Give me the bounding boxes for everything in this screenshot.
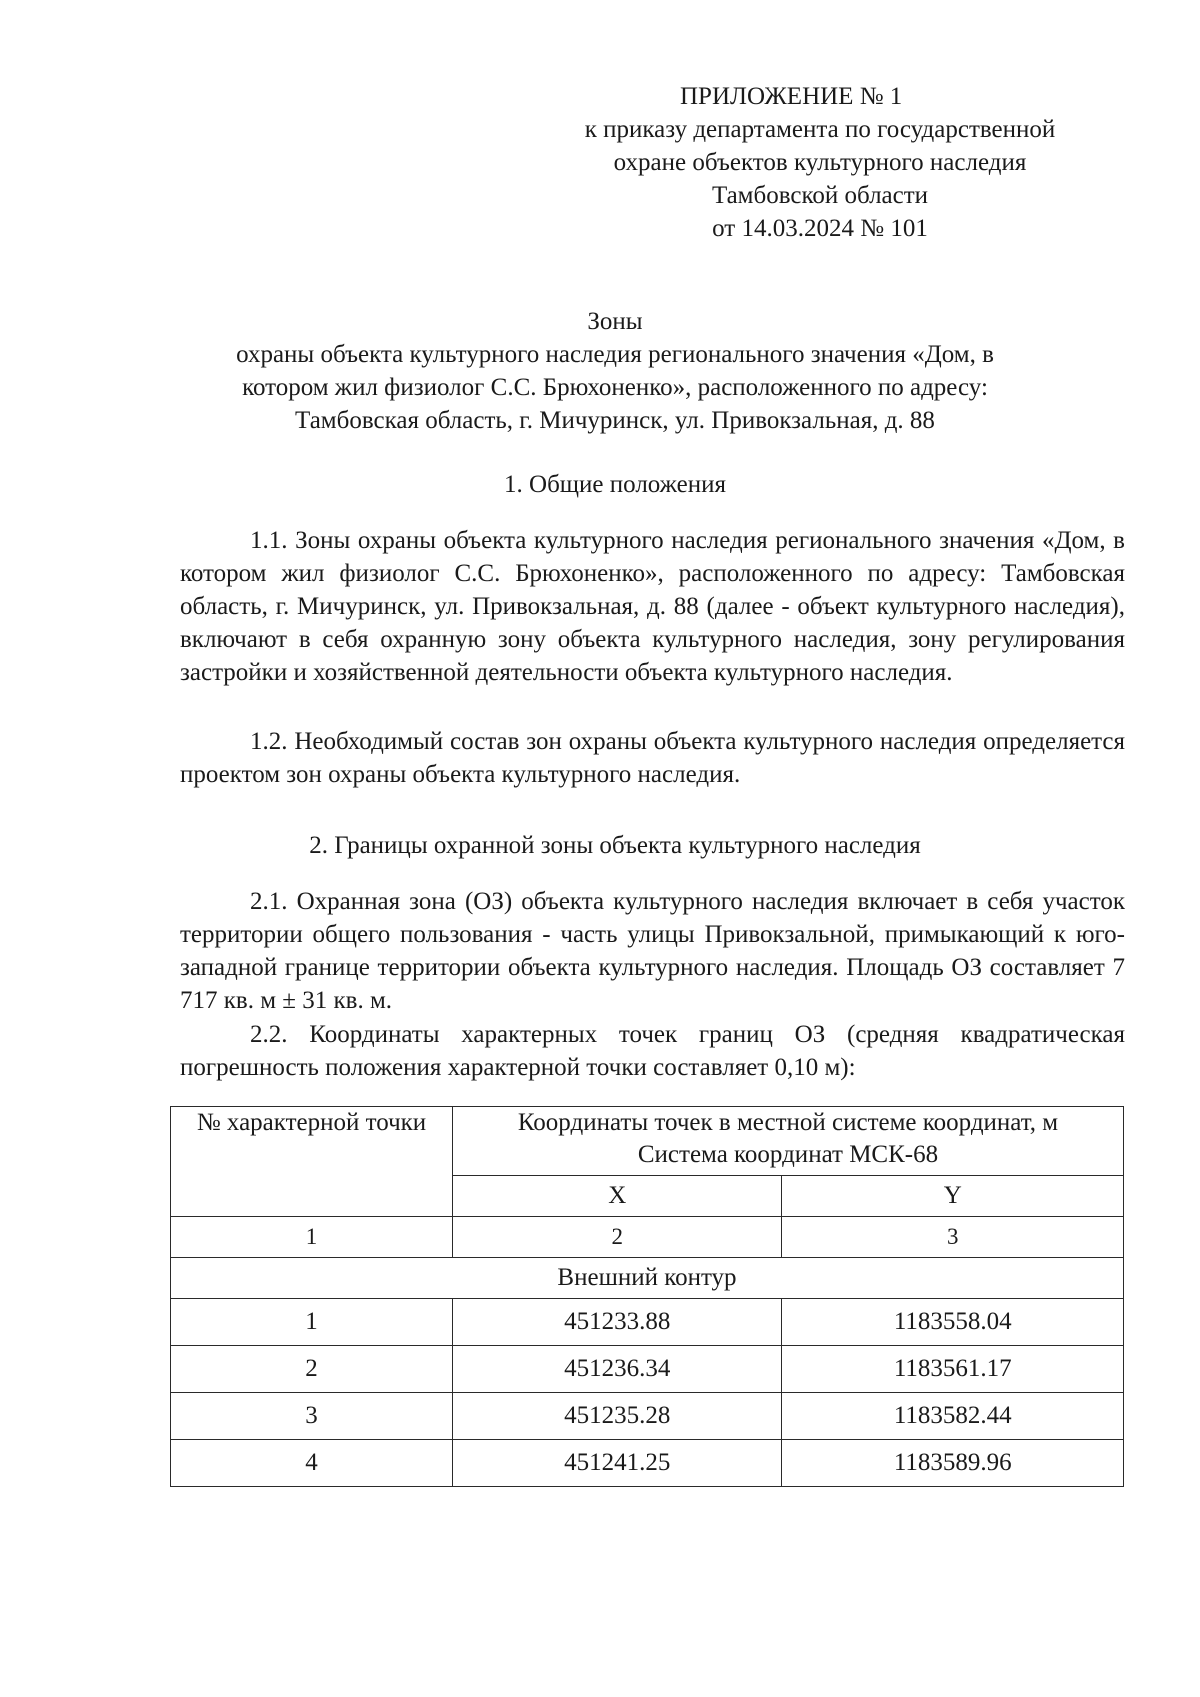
- appendix-line: к приказу департамента по государственной: [584, 116, 1056, 143]
- coordinate-y: 1183561.17: [782, 1346, 1124, 1393]
- appendix-title: ПРИЛОЖЕНИЕ № 1: [680, 83, 903, 110]
- appendix-line: охране объектов культурного наследия: [613, 149, 1027, 176]
- table-row: [171, 1393, 1124, 1440]
- column-number: 3: [782, 1217, 1124, 1258]
- point-number: 4: [171, 1440, 453, 1487]
- document-title: [170, 305, 1060, 437]
- appendix-header: [560, 80, 1080, 245]
- coordinate-x: 451235.28: [452, 1393, 782, 1440]
- paragraph-2-1: 2.1. Охранная зона (ОЗ) объекта культурного наследия включает в себя участок территории общего пользования - часть улицы Привокзальной, примыкающий к юго-западной границе территории объекта культурного наследия. Площадь ОЗ составляет 7 717 кв. м ± 31 кв. м.: [180, 888, 1125, 1014]
- table-row: [171, 1346, 1124, 1393]
- point-number: 2: [171, 1346, 453, 1393]
- title-line: охраны объекта культурного наследия регионального значения «Дом, в: [236, 341, 994, 368]
- paragraph-1-1: 1.1. Зоны охраны объекта культурного наследия регионального значения «Дом, в котором жил физиолог С.С. Брюхоненко», расположенного по адресу: Тамбовская область, г. Мичуринск, ул. Привокзальная, д. 88 (далее - объект культурного наследия), включают в себя охранную зону объекта культурного наследия, зону регулирования застройки и хозяйственной деятельности объекта культурного наследия.: [180, 527, 1125, 686]
- coordinate-y: 1183582.44: [782, 1393, 1124, 1440]
- point-number: 3: [171, 1393, 453, 1440]
- column-number: 2: [452, 1217, 782, 1258]
- header-point-number: № характерной точки: [171, 1107, 453, 1217]
- title-line: Тамбовская область, г. Мичуринск, ул. Привокзальная, д. 88: [295, 407, 935, 434]
- contour-label: Внешний контур: [171, 1258, 1124, 1299]
- table-row: [171, 1440, 1124, 1487]
- table-column-number-row: [171, 1217, 1124, 1258]
- coordinate-x: 451236.34: [452, 1346, 782, 1393]
- table-contour-row: [171, 1258, 1124, 1299]
- column-number: 1: [171, 1217, 453, 1258]
- paragraph-2-2: 2.2. Координаты характерных точек границ ОЗ (средняя квадратическая погрешность положения характерной точки составляет 0,10 м):: [180, 1021, 1125, 1081]
- coordinate-y: 1183558.04: [782, 1299, 1124, 1346]
- coordinate-y: 1183589.96: [782, 1440, 1124, 1487]
- appendix-line: от 14.03.2024 № 101: [712, 215, 928, 242]
- paragraph-1-2: 1.2. Необходимый состав зон охраны объекта культурного наследия определяется проектом зон охраны объекта культурного наследия.: [180, 728, 1125, 788]
- coordinate-x: 451241.25: [452, 1440, 782, 1487]
- header-coordinates: [452, 1107, 1123, 1176]
- table-row: [171, 1299, 1124, 1346]
- coordinates-table: [170, 1106, 1124, 1487]
- table-header-row: [171, 1107, 1124, 1176]
- header-x: X: [452, 1176, 782, 1217]
- coordinate-x: 451233.88: [452, 1299, 782, 1346]
- title-word: Зоны: [587, 308, 643, 335]
- appendix-line: Тамбовской области: [711, 182, 929, 209]
- header-coordinates-line: Координаты точек в местной системе координат, м: [517, 1109, 1059, 1136]
- section-2-heading: 2. Границы охранной зоны объекта культурного наследия: [309, 832, 921, 859]
- point-number: 1: [171, 1299, 453, 1346]
- section-1-heading: 1. Общие положения: [504, 471, 726, 498]
- title-line: котором жил физиолог С.С. Брюхоненко», расположенного по адресу:: [242, 374, 988, 401]
- header-y: Y: [782, 1176, 1124, 1217]
- header-coordinate-system: Система координат МСК-68: [637, 1141, 939, 1168]
